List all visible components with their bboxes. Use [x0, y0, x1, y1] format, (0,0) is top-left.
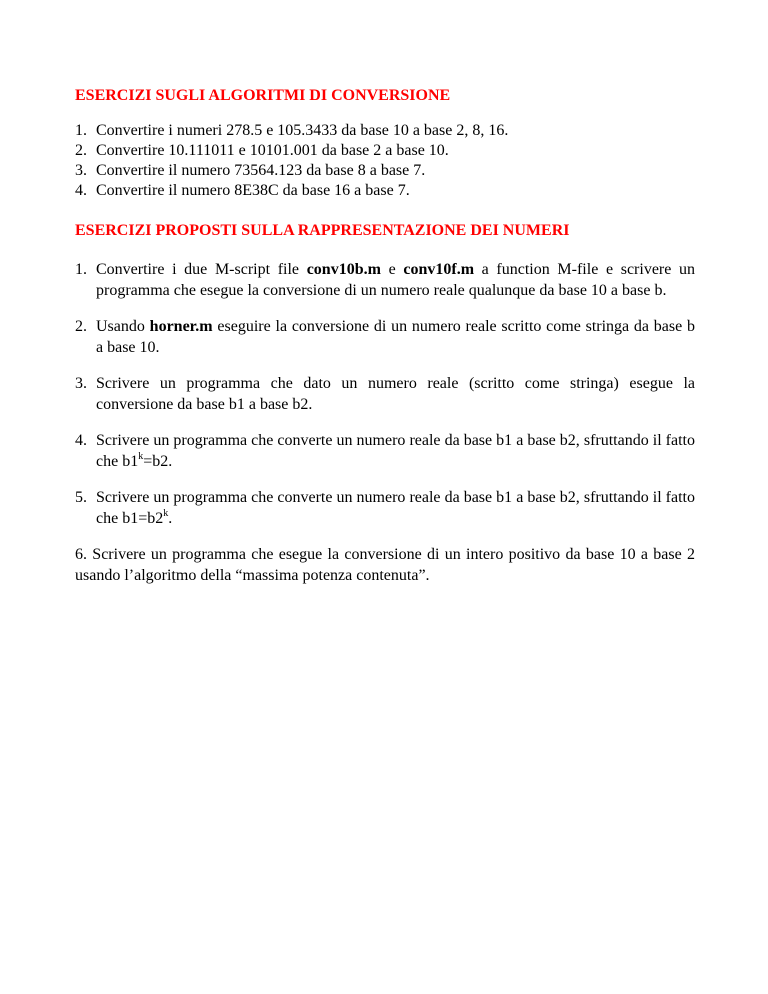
- exercise-text: e: [380, 261, 404, 278]
- exercise-number: 3.: [75, 375, 87, 392]
- document-page: [75, 85, 695, 586]
- exercise-number: 2.: [75, 318, 87, 335]
- exercise-text: eseguire la conversione di un numero reale scritto come stringa da base b a base 10.: [96, 318, 695, 356]
- exercise-text: Convertire i due M-script file: [96, 261, 307, 278]
- exercise-text: a function M-file e scrivere un programma che esegue la conversione di un numero reale qualunque da base 10 a base b.: [96, 261, 696, 299]
- exercise-text: Scrivere un programma che dato un numero reale (scritto come stringa) esegue la conversione da base b1 a base b2.: [96, 375, 695, 413]
- exercise-item-4: [75, 430, 695, 472]
- file-name-conv10b: conv10b.m: [306, 261, 381, 278]
- exponent-k: k: [163, 507, 169, 519]
- list-item: [75, 181, 695, 201]
- proposed-exercise-list: [75, 259, 695, 586]
- exercise-item-6: 6. Scrivere un programma che esegue la conversione di un intero positivo da base 10 a base 2 usando l’algoritmo della “massima potenza contenuta”.: [75, 546, 695, 584]
- file-name-conv10f: conv10f.m: [403, 261, 475, 278]
- file-name-horner: horner.m: [149, 318, 213, 335]
- list-item-number: 1.: [75, 122, 87, 139]
- list-item-text: Convertire il numero 73564.123 da base 8 a base 7.: [96, 162, 426, 179]
- list-item-text: Convertire 10.111011 e 10101.001 da base 2 a base 10.: [96, 142, 449, 159]
- list-item-number: 2.: [75, 142, 87, 159]
- exercise-item-1: [75, 259, 695, 301]
- section-heading-number-representation: ESERCIZI PROPOSTI SULLA RAPPRESENTAZIONE DEI NUMERI: [75, 222, 570, 239]
- conversion-exercise-list: [75, 121, 695, 201]
- exercise-text: Scrivere un programma che converte un numero reale da base b1 a base b2, sfruttando il fatto che b1=b2: [96, 489, 695, 527]
- exercise-text: Usando: [96, 318, 150, 335]
- exercise-text: Scrivere un programma che converte un numero reale da base b1 a base b2, sfruttando il fatto che b1: [96, 432, 695, 470]
- list-item: [75, 121, 695, 141]
- exercise-number: 4.: [75, 432, 87, 449]
- exponent-k: k: [138, 450, 144, 462]
- exercise-number: 5.: [75, 489, 87, 506]
- list-item-text: Convertire i numeri 278.5 e 105.3433 da base 10 a base 2, 8, 16.: [96, 122, 509, 139]
- exercise-text: .: [168, 510, 173, 527]
- exercise-item-3: [75, 373, 695, 415]
- exercise-item-2: [75, 316, 695, 358]
- section-heading-conversion-algorithms: ESERCIZI SUGLI ALGORITMI DI CONVERSIONE: [75, 87, 451, 104]
- list-item: [75, 141, 695, 161]
- exercise-item-5: [75, 487, 695, 529]
- list-item-number: 4.: [75, 182, 87, 199]
- exercise-text: =b2.: [143, 453, 173, 470]
- exercise-number: 1.: [75, 261, 87, 278]
- list-item: [75, 161, 695, 181]
- list-item-text: Convertire il numero 8E38C da base 16 a base 7.: [96, 182, 410, 199]
- list-item-number: 3.: [75, 162, 87, 179]
